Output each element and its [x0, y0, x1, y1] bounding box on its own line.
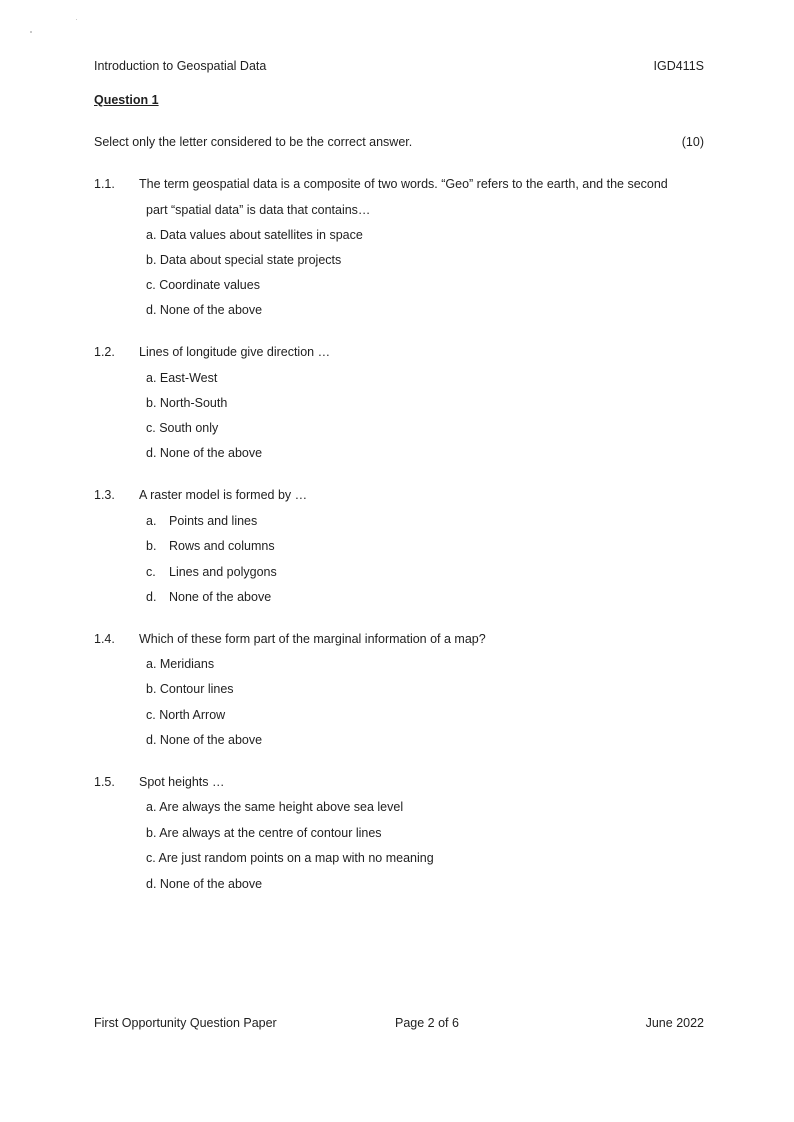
answer-option: c. Are just random points on a map with no meaning	[146, 851, 434, 865]
answer-option: d. None of the above	[146, 877, 263, 891]
footer-page-number: Page 2 of 6	[395, 1016, 459, 1030]
question-text: Lines of longitude give direction …	[139, 345, 331, 359]
answer-option: b. Contour lines	[146, 682, 234, 696]
question-text: The term geospatial data is a composite of two words. “Geo” refers to the earth, and the second	[139, 177, 668, 191]
question-text: Which of these form part of the marginal information of a map?	[139, 632, 486, 646]
answer-option: b. Are always at the centre of contour lines	[146, 826, 382, 840]
question-title: Question 1	[94, 93, 159, 107]
scan-speck	[30, 31, 32, 33]
question-number: 1.2.	[94, 345, 115, 359]
answer-option: d. None of the above	[146, 733, 263, 747]
question-number: 1.1.	[94, 177, 115, 191]
question-text: Spot heights …	[139, 775, 225, 789]
question-number: 1.4.	[94, 632, 115, 646]
footer-date: June 2022	[645, 1016, 704, 1030]
question-instruction: Select only the letter considered to be the correct answer.	[94, 135, 413, 149]
answer-option: a. Meridians	[146, 657, 215, 671]
question-text-continued: part “spatial data” is data that contains…	[146, 203, 371, 217]
course-title: Introduction to Geospatial Data	[94, 59, 267, 73]
answer-option: a. Are always the same height above sea level	[146, 800, 404, 814]
course-code: IGD411S	[653, 59, 704, 73]
answer-option: b. North-South	[146, 396, 228, 410]
footer-paper-type: First Opportunity Question Paper	[94, 1016, 277, 1030]
answer-option-text: Points and lines	[169, 514, 258, 528]
answer-option: c. South only	[146, 421, 219, 435]
question-number: 1.5.	[94, 775, 115, 789]
scan-speck	[76, 19, 77, 20]
question-text: A raster model is formed by …	[139, 488, 308, 502]
answer-option: b. Data about special state projects	[146, 253, 342, 267]
answer-option: d. None of the above	[146, 446, 263, 460]
answer-option: a. Data values about satellites in space	[146, 228, 363, 242]
answer-option-text: None of the above	[169, 590, 272, 604]
answer-option: d. None of the above	[146, 303, 263, 317]
answer-option-letter: c.	[146, 565, 156, 579]
answer-option: a. East-West	[146, 371, 218, 385]
question-number: 1.3.	[94, 488, 115, 502]
question-marks: (10)	[681, 135, 704, 149]
answer-option: c. North Arrow	[146, 708, 226, 722]
answer-option-letter: a.	[146, 514, 157, 528]
answer-option: c. Coordinate values	[146, 278, 260, 292]
answer-option-text: Rows and columns	[169, 539, 275, 553]
answer-option-letter: b.	[146, 539, 157, 553]
answer-option-letter: d.	[146, 590, 157, 604]
answer-option-text: Lines and polygons	[169, 565, 277, 579]
